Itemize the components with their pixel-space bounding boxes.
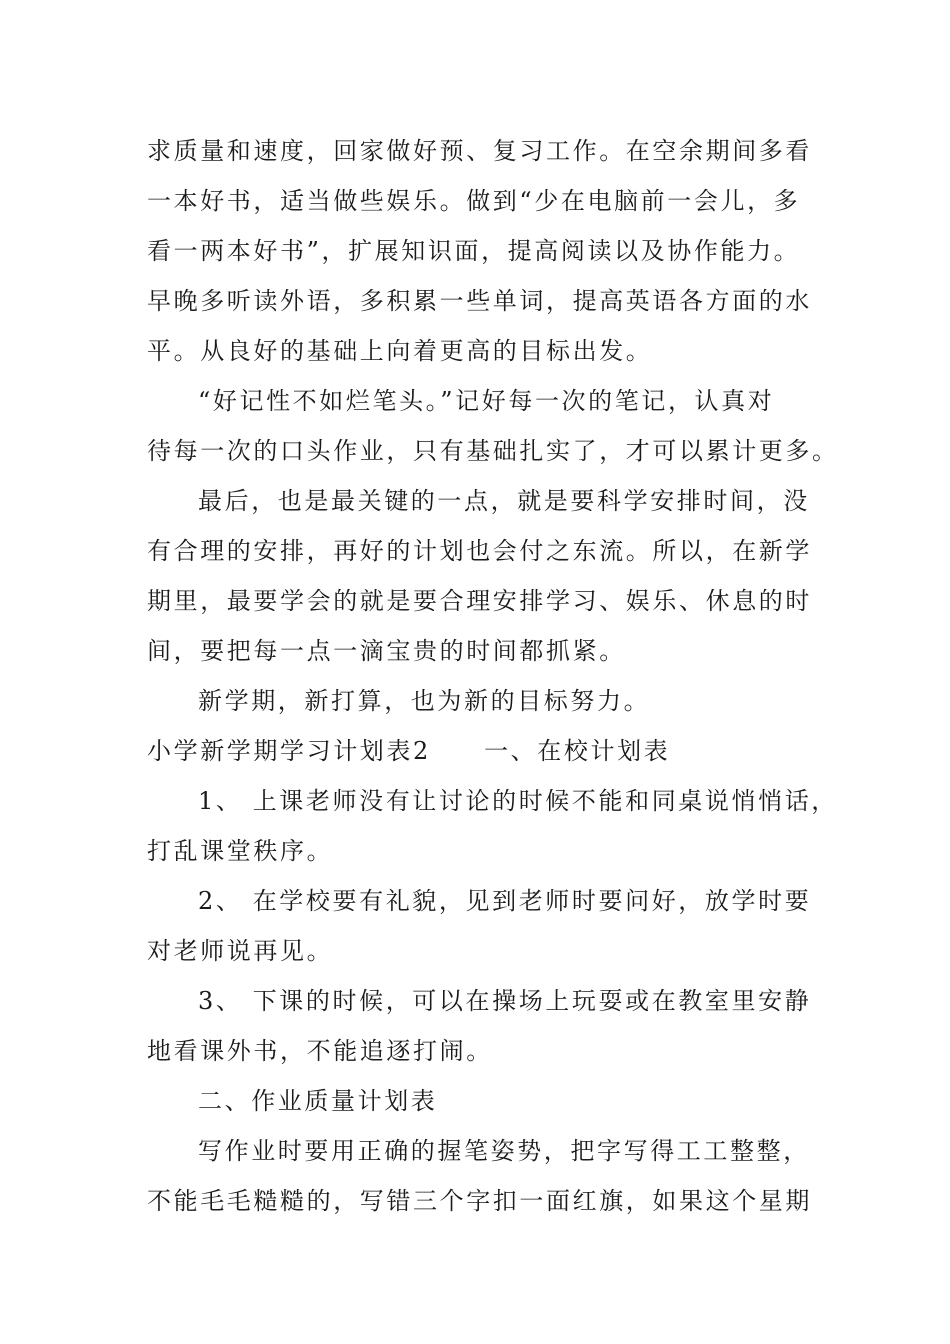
text-line: 求质量和速度，回家做好预、复习工作。在空余期间多看 — [147, 137, 812, 165]
text-line: 早晚多听读外语，多积累一些单词，提高英语各方面的水 — [147, 287, 812, 315]
text-line: 平。从良好的基础上向着更高的目标出发。 — [147, 337, 653, 365]
list-item-3: 3、 下课的时候，可以在操场上玩耍或在教室里安静 — [198, 987, 812, 1015]
text-line: 不能毛毛糙糙的，写错三个字扣一面红旗，如果这个星期 — [147, 1187, 812, 1215]
paragraph-start-line: 最后，也是最关键的一点，就是要科学安排时间，没 — [198, 487, 810, 515]
text-line: 看一两本好书”，扩展知识面，提高阅读以及协作能力。 — [147, 237, 801, 265]
list-item-2: 2、 在学校要有礼貌，见到老师时要问好，放学时要 — [198, 887, 812, 915]
paragraph-start-line: 写作业时要用正确的握笔姿势，把字写得工工整整， — [198, 1137, 810, 1165]
section-heading: 二、作业质量计划表 — [198, 1087, 438, 1115]
paragraph-start-line: “好记性不如烂笔头。”记好每一次的笔记，认真对 — [198, 387, 775, 415]
text-line: 打乱课堂秩序。 — [147, 837, 334, 865]
text-line: 期里，最要学会的就是要合理安排学习、娱乐、休息的时 — [147, 587, 812, 615]
text-line: 有合理的安排，再好的计划也会付之东流。所以，在新学 — [147, 537, 812, 565]
section-heading: 小学新学期学习计划表2 一、在校计划表 — [147, 737, 671, 765]
text-line: 一本好书，适当做些娱乐。做到“少在电脑前一会儿，多 — [147, 187, 801, 215]
text-line: 对老师说再见。 — [147, 937, 334, 965]
text-line: 待每一次的口头作业，只有基础扎实了，才可以累计更多。 — [147, 437, 839, 465]
list-item-1: 1、 上课老师没有让讨论的时候不能和同桌说悄悄话， — [198, 787, 838, 815]
text-line: 地看课外书，不能追逐打闹。 — [147, 1037, 493, 1065]
paragraph-start-line: 新学期，新打算，也为新的目标努力。 — [198, 687, 651, 715]
text-line: 间，要把每一点一滴宝贵的时间都抓紧。 — [147, 637, 626, 665]
